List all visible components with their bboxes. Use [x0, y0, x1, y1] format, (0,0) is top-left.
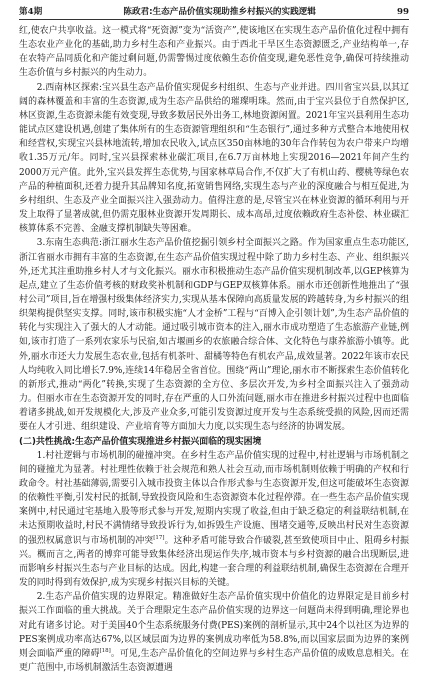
- issue-label: 第4期: [19, 7, 43, 17]
- page-header: [19, 5, 409, 20]
- body-paragraph: 红,使农户共享收益。这一模式将“死资源”变为“活资产”,使该地区在实现生态产品价值化过程中拥有生态农业产业化的基础,助力乡村生态和产业振兴。由于西北干旱区生态资源匮乏,产业结构单一,存在农特产品同质化和产能过剩问题,仍需警惕过度依赖生态价值变现,避免恶性竞争,确保可持续推动生态价值与乡村振兴的内生动力。: [19, 26, 409, 79]
- body-paragraph: 1.村社逻辑与市场机制的碰撞冲突。在乡村生态产品价值实现的过程中,村社逻辑与市场机制之间的碰撞尤为显著。村社理性依赖于社会规范和熟人社会互动,而市场机制则依赖于明确的产权和行政命令。村社基础薄弱,需要引入城市投资主体以合作形式参与生态资源开发,但这可能破坏生态资源的依赖性平衡,引发村民的抵制,导致投资风险和生态资源资本化过程停滞。在一些生态产品价值实现案例中,村民通过宅基地入股等形式参与开发,短期内实现了收益,但由于缺乏稳定的利益联结机制,在未达预期收益时,村民不满情绪导致投诉行为,如拆毁生产设施、围堵交通等,反映出村民对生态资源的强烈权属意识与市场机制的冲突[17]。这种矛盾可能导致合作破裂,甚至致使项目中止、阻碍乡村振兴。概而言之,两者的博弈可能导致集体经济出现运作失序,城市资本与乡村资源的融合出现断层,进而影响乡村振兴生态与产业目标的达成。因此,构建一套合理的利益联结机制,确保生态资源在合理开发的同时得到有效保护,成为实现乡村振兴目标的关键。: [19, 450, 409, 589]
- page-number: 99: [397, 7, 409, 17]
- body-paragraph: 2.生态产品价值实现的边界限定。精准做好生态产品价值实现中价值化的边界限定是目前乡村振兴工作面临的重大挑战。关于合理限定生态产品价值实现的边界这一问题尚未得到明确,理论界也对此有诸多讨论。对于美国40个生态系统服务付费(PES)案例的剖析显示,其中24个以社区为边界的PES案例成功率高达67%,以区域层面为边界的案例成功率低为58.8%,而以国家层面为边界的案例则会面临严重的障碍[18]。可见,生态产品价值化的空间边界与乡村生态产品价值的成败息息相关。在更广范围中,市场机制激活生态资源遭遇: [19, 592, 409, 674]
- body-paragraph: 3.东南生态典范:浙江丽水生态产品价值挖掘引领乡村全面振兴之路。作为国家重点生态功能区,浙江省丽水市拥有丰富的生态资源,在生态产品价值实现过程中除了助力乡村生态、产业、组织振兴外,还尤其注重助推乡村人才与文化振兴。丽水市积极推动生态产品价值实现机制改革,以GEP核算为起点,建立了生态价值考核的财政奖补机制和GDP与GEP双核算体系。丽水市还创新性地推出了“强村公司”项目,旨在增强村级集体经济实力,实现从基本保障向高质量发展的跨越转身,为乡村振兴的组织架构提供坚实支撑。同时,该市积极实施“人才金桥”工程与“百博入企引领计划”,为生态产品价值的转化与实现注入了强大的人才动能。通过吸引城市资本的注入,丽水市成功塑造了生态旅游产业链,例如,该市打造了一系列农家乐与民宿,如古堰画乡的农旅融合综合体、文化特色与康养旅游小镇等。此外,丽水市还大力发展生态农业,包括有机茶叶、甜橘等特色有机农产品,成效显著。2022年该市农民人均纯收入同比增长7.9%,连续14年稳居全省首位。围绕“两山”理论,丽水市不断探索生态价值转化的新形式,推动“两化”转换,实现了生态资源的全方位、多层次开发,为乡村全面振兴注入了强劲动力。但丽水市在生态资源开发的同时,存在严重的人口外流问题,丽水市在推进乡村振兴过程中也面临着诸多挑战,如开发规模化大,涉及产业众多,可能引发资源过度开发与生态系统受损的风险,因而还需要在人才引进、组织建设、产业培育等方面加大力度,以实现生态与经济的协调发展。: [19, 238, 409, 433]
- article-body: [19, 24, 409, 675]
- running-title: 陈政君:生态产品价值实现助推乡村振兴的实践逻辑: [123, 7, 316, 17]
- section-heading: (二)共性挑战:生态产品价值实现推进乡村振兴面临的现实困境: [19, 436, 262, 447]
- body-paragraph: 2.西南林区探索:宝兴县生态产品价值实现促乡村组织、生态与产业并进。四川省宝兴县,以其辽阔的森林覆盖和丰富的生态资源,成为生态产品供给的璀璨明珠。然而,由于宝兴县位于自然保护区,林区资源,生态资源未能有效变现,导致多数居民外出务工,林地资源闲置。2021年宝兴县利用生态功能试点区建设机遇,创建了集体所有的生态资源管理组织和“生态银行”,通过多种方式整合本地使用权和经营权,实现宝兴县林地流转,增加农民收入,试点区350亩林地的30年合作转包为农户带来户均增收1.35万元/年。同时,宝兴县探索林业碳汇项目,在6.7万亩林地上实现2016—2021年间产生约2000万元产值。此外,宝兴县发挥生态优势,与国家林草局合作,不仅扩大了有机山药、樱桃等绿色农产品的种植面积,还着力提升其品牌知名度,拓宽销售网络,实现生态与产业的深度融合与相互促进,为乡村组织、生态及产业全面振兴注入强劲动力。值得注意的是,尽管宝兴在林业资源的循环利用与开发上取得了显著成就,但仍需克服林业资源开发周期长、成本高昂,过度依赖政府生态补偿、林业碳汇核算体系不完善、金融支撑机制缺失等困难。: [19, 82, 409, 235]
